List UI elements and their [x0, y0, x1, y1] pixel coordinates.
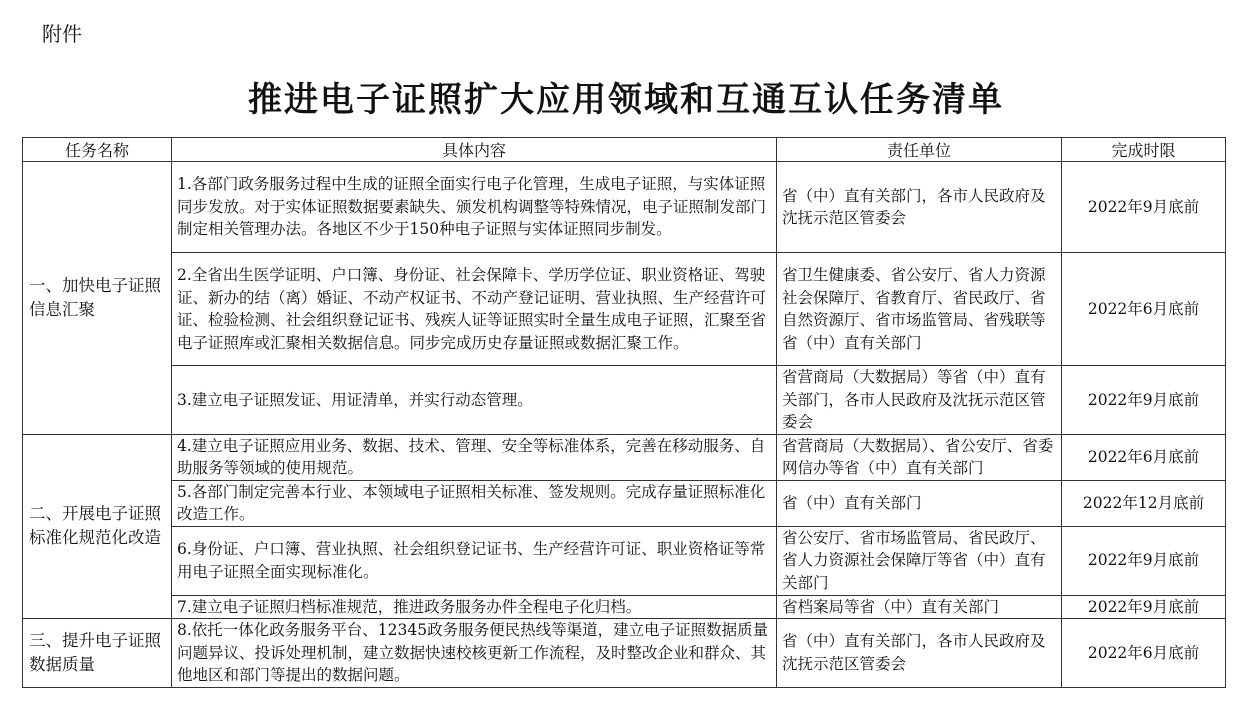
- task-unit: 省（中）直有关部门: [777, 480, 1062, 526]
- task-table: [22, 137, 1226, 688]
- header-content: 具体内容: [172, 138, 777, 162]
- task-content: 8.依托一体化政务服务平台、12345政务服务便民热线等渠道，建立电子证照数据质量问题异议、投诉处理机制，建立数据快速校核更新工作流程，及时整改企业和群众、其他地区和部门等提出的数据问题。: [172, 619, 777, 688]
- task-deadline: 2022年9月底前: [1062, 162, 1226, 253]
- table-row: [23, 253, 1226, 366]
- task-unit: 省营商局（大数据局）、省公安厅、省委网信办等省（中）直有关部门: [777, 434, 1062, 480]
- page-title: 推进电子证照扩大应用领域和互通互认任务清单: [248, 80, 1004, 120]
- task-content: 4.建立电子证照应用业务、数据、技术、管理、安全等标准体系，完善在移动服务、自助服务等领域的使用规范。: [172, 434, 777, 480]
- table-row: [23, 162, 1226, 253]
- task-unit: 省卫生健康委、省公安厅、省人力资源社会保障厅、省教育厅、省民政厅、省自然资源厅、省市场监管局、省残联等省（中）直有关部门: [777, 253, 1062, 366]
- task-content: 5.各部门制定完善本行业、本领域电子证照相关标准、签发规则。完成存量证照标准化改造工作。: [172, 480, 777, 526]
- task-unit: 省营商局（大数据局）等省（中）直有关部门，各市人民政府及沈抚示范区管委会: [777, 366, 1062, 435]
- task-unit: 省（中）直有关部门，各市人民政府及沈抚示范区管委会: [777, 162, 1062, 253]
- task-deadline: 2022年6月底前: [1062, 619, 1226, 688]
- task-content: 1.各部门政务服务过程中生成的证照全面实行电子化管理，生成电子证照，与实体证照同步发放。对于实体证照数据要素缺失、颁发机构调整等特殊情况，电子证照制发部门制定相关管理办法。各地区不少于150种电子证照与实体证照同步制发。: [172, 162, 777, 253]
- category-cell: 二、开展电子证照标准化规范化改造: [23, 434, 172, 619]
- table-row: [23, 480, 1226, 526]
- header-task-name: 任务名称: [23, 138, 172, 162]
- table-row: [23, 595, 1226, 619]
- header-deadline: 完成时限: [1062, 138, 1226, 162]
- table-row: [23, 434, 1226, 480]
- header-unit: 责任单位: [777, 138, 1062, 162]
- task-content: 7.建立电子证照归档标准规范，推进政务服务办件全程电子化归档。: [172, 595, 777, 619]
- task-deadline: 2022年6月底前: [1062, 434, 1226, 480]
- task-deadline: 2022年9月底前: [1062, 526, 1226, 595]
- task-unit: 省公安厅、省市场监管局、省民政厅、省人力资源社会保障厅等省（中）直有关部门: [777, 526, 1062, 595]
- task-unit: 省（中）直有关部门，各市人民政府及沈抚示范区管委会: [777, 619, 1062, 688]
- task-content: 3.建立电子证照发证、用证清单，并实行动态管理。: [172, 366, 777, 435]
- task-content: 6.身份证、户口簿、营业执照、社会组织登记证书、生产经营许可证、职业资格证等常用电子证照全面实现标准化。: [172, 526, 777, 595]
- category-cell: 一、加快电子证照信息汇聚: [23, 162, 172, 435]
- category-cell: 三、提升电子证照数据质量: [23, 619, 172, 688]
- attachment-label: 附件: [42, 22, 82, 46]
- task-deadline: 2022年6月底前: [1062, 253, 1226, 366]
- table-header-row: [23, 138, 1226, 162]
- task-unit: 省档案局等省（中）直有关部门: [777, 595, 1062, 619]
- table-row: [23, 619, 1226, 688]
- task-deadline: 2022年9月底前: [1062, 366, 1226, 435]
- table-row: [23, 366, 1226, 435]
- table-row: [23, 526, 1226, 595]
- task-deadline: 2022年9月底前: [1062, 595, 1226, 619]
- task-content: 2.全省出生医学证明、户口簿、身份证、社会保障卡、学历学位证、职业资格证、驾驶证、新办的结（离）婚证、不动产权证书、不动产登记证明、营业执照、生产经营许可证、检验检测、社会组织登记证书、残疾人证等证照实时全量生成电子证照，汇聚至省电子证照库或汇聚相关数据信息。同步完成历史存量证照或数据汇聚工作。: [172, 253, 777, 366]
- task-deadline: 2022年12月底前: [1062, 480, 1226, 526]
